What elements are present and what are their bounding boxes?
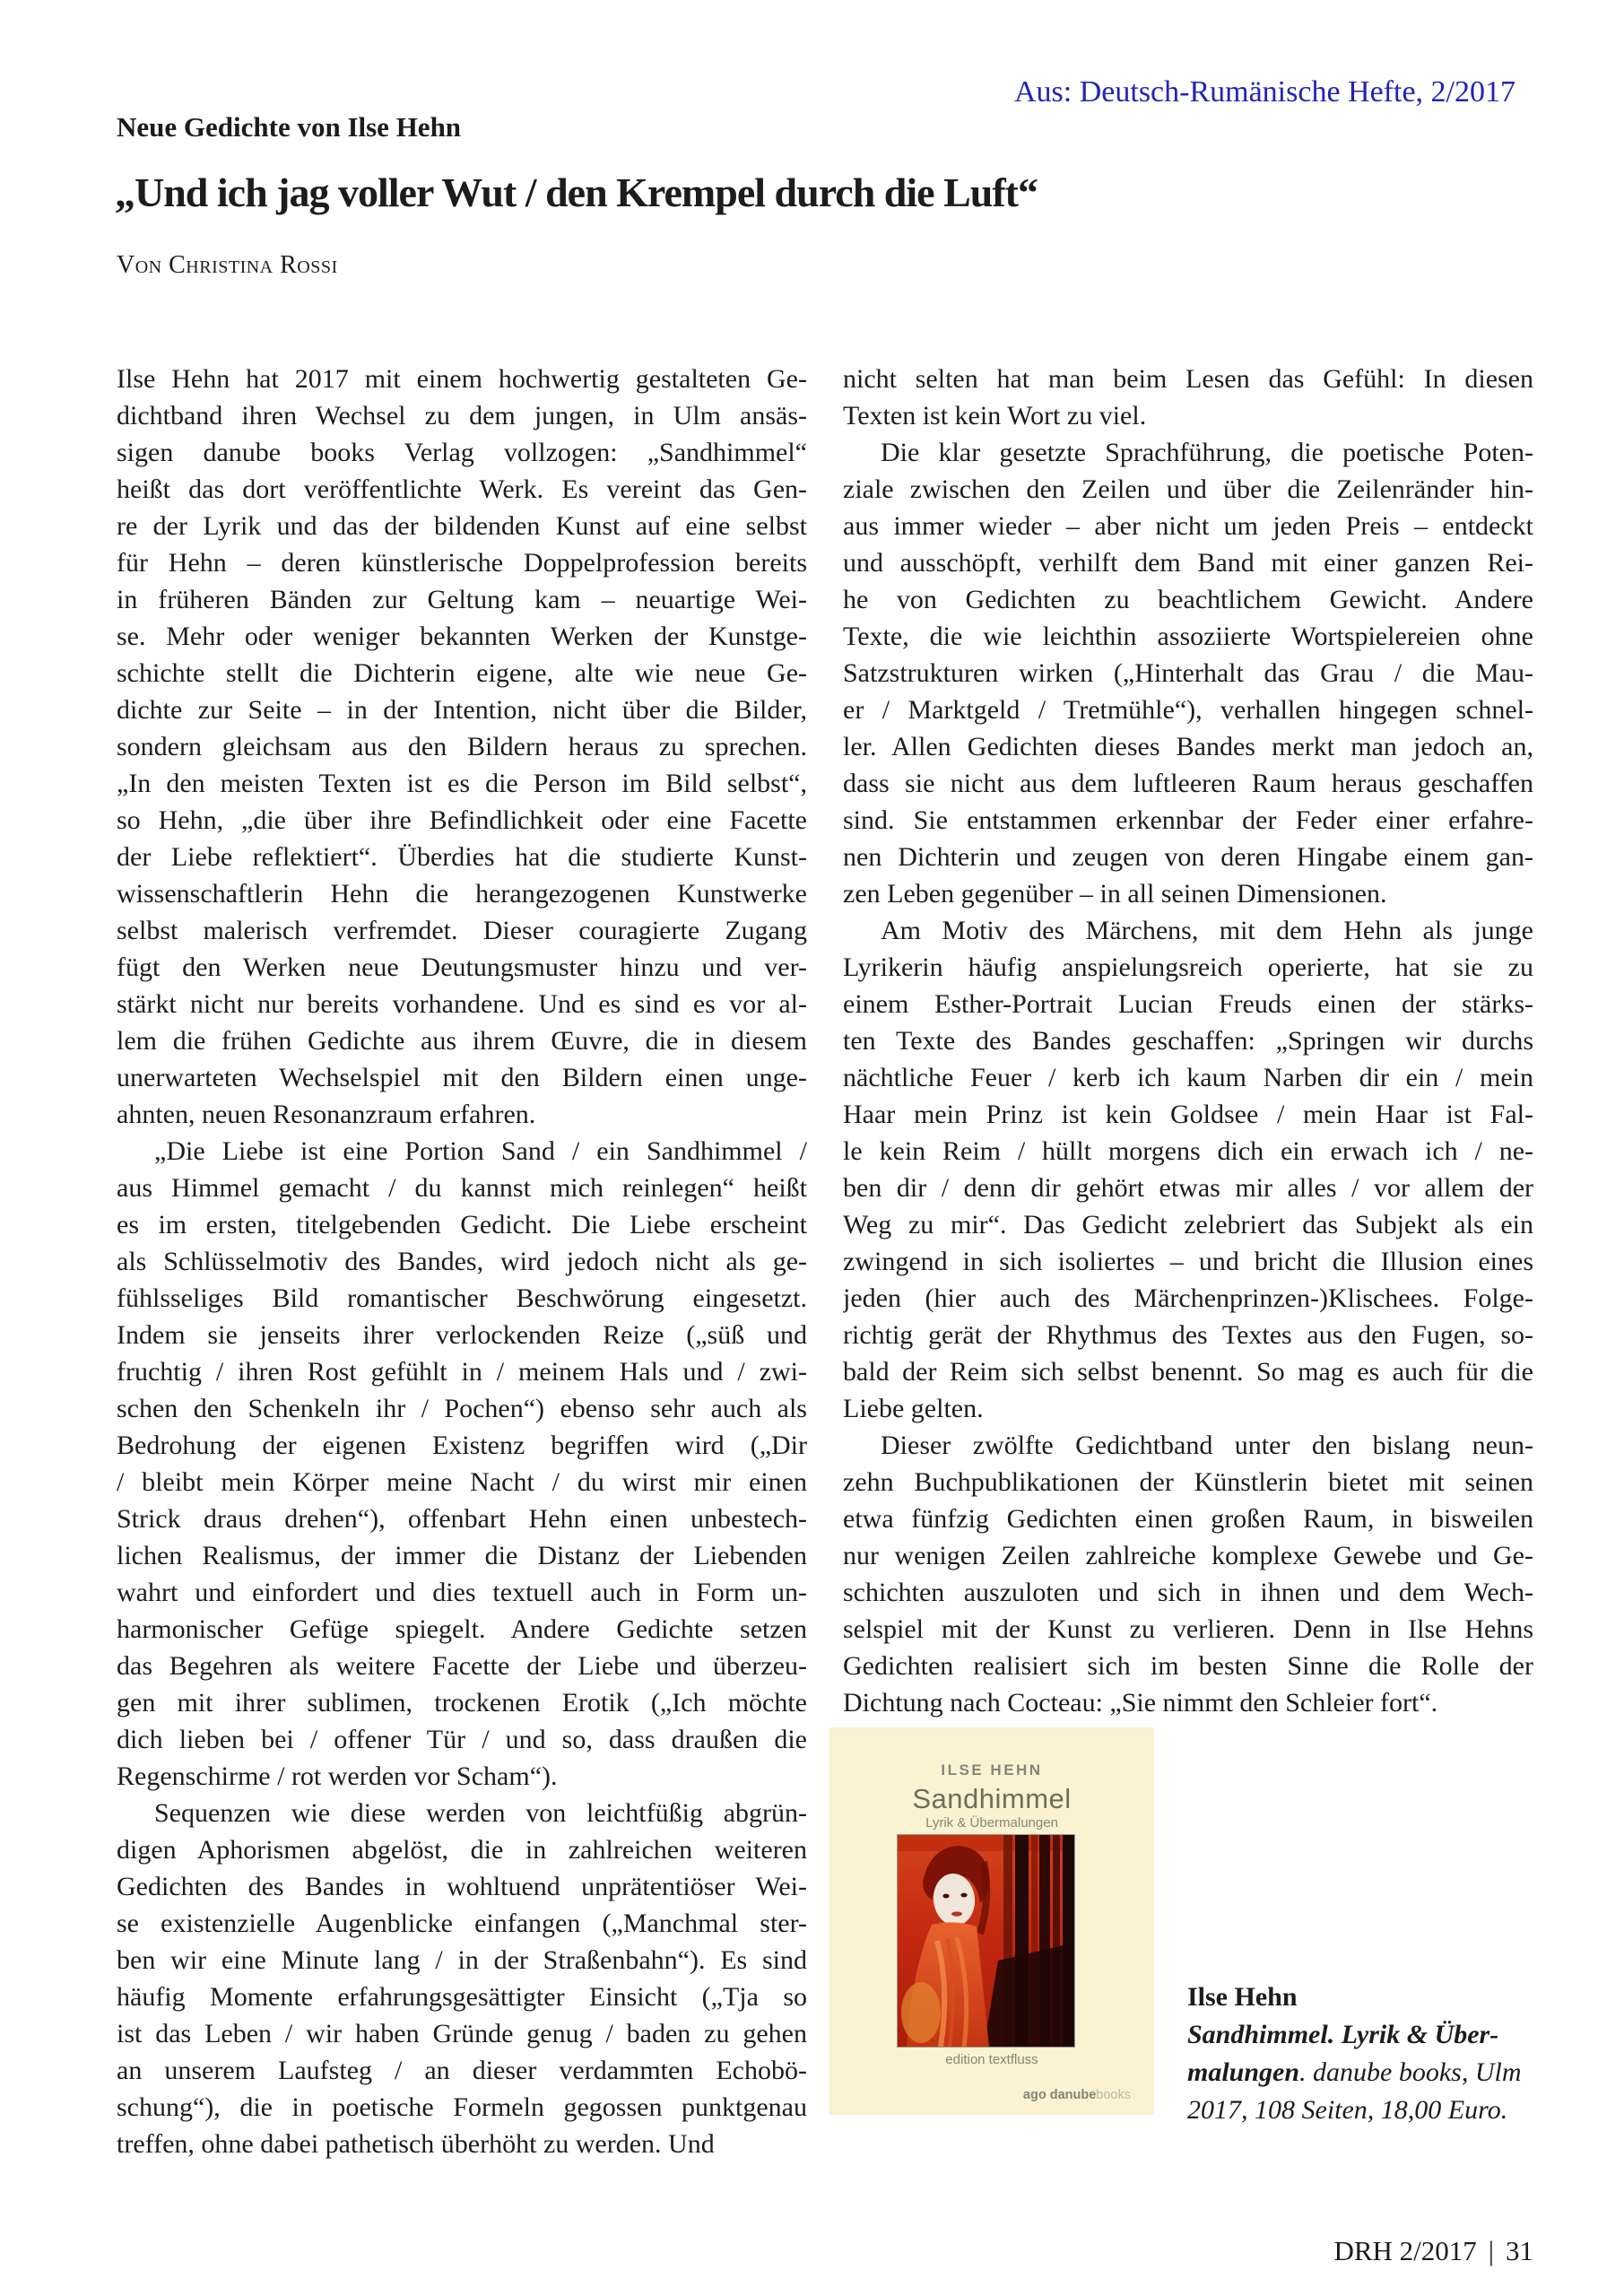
text-line: nicht selten hat man beim Lesen das Gefühl: In diesen [843,364,1533,394]
text-line: Lyrikerin häufig anspielungsreich operierte, hat sie zu [843,952,1533,982]
paragraph [843,434,1533,912]
text-line: Texte, die wie leichthin assoziierte Wortspielereien ohne [843,622,1533,651]
text-line: Indem sie jenseits ihrer verlockenden Reize („süß und [117,1320,807,1350]
text-line: der Liebe reflektiert“. Überdies hat die studierte Kunst- [117,842,807,872]
text-line: an unserem Laufsteg / an dieser verdammten Echobö- [117,2056,807,2085]
text-line: gen mit ihrer sublimen, trockenen Erotik („Ich möchte [117,1688,807,1718]
text-line: und ausschöpft, verhilft dem Band mit einer ganzen Rei- [843,548,1533,578]
text-line: so Hehn, „die über ihre Befindlichkeit oder eine Facette [117,805,807,835]
source-note: Aus: Deutsch-Rumänische Hefte, 2/2017 [1014,75,1515,109]
article-column-left [117,361,807,2162]
text-line: zehn Buchpublikationen der Künstlerin bietet mit seinen [843,1467,1533,1497]
paragraph [117,1133,807,1795]
footer-divider: | [1488,2235,1494,2266]
text-line: sind. Sie entstammen erkennbar der Feder einer erfahre- [843,805,1533,835]
text-line: sigen danube books Verlag vollzogen: „Sandhimmel“ [117,438,807,467]
publisher-logo-text: ago danube [1022,2088,1097,2102]
text-line: selspiel mit der Kunst zu verlieren. Denn in Ilse Hehns [843,1614,1533,1644]
text-line: lichen Realismus, der immer die Distanz der Liebenden [117,1541,807,1570]
caption-line [1187,2054,1582,2092]
text-line: etwa fünfzig Gedichten einen großen Raum, in bisweilen [843,1504,1533,1534]
text-line: er / Marktgeld / Tretmühle“), verhallen hingegen schnel- [843,695,1533,725]
text-line: ben wir eine Minute lang / in der Straßenbahn“). Es sind [117,1945,807,1975]
text-line: fügt den Werken neue Deutungsmuster hinzu und ver- [117,952,807,982]
text-line: dass sie nicht aus dem luftleeren Raum heraus geschaffen [843,769,1533,798]
text-line: für Hehn – deren künstlerische Doppelprofession bereits [117,548,807,578]
text-line: schung“), die in poetische Formeln gegossen punktgenau [117,2092,807,2122]
text-line: se existenzielle Augenblicke einfangen („Manchmal ster- [117,1909,807,1938]
text-line: „Die Liebe ist eine Portion Sand / ein Sandhimmel / [154,1136,807,1166]
text-line: in früheren Bänden zur Geltung kam – neuartige Wei- [117,585,807,614]
text-line: Dichtung nach Cocteau: „Sie nimmt den Schleier fort“. [843,1688,1438,1718]
text-line: zwingend in sich isoliertes – und bricht die Illusion eines [843,1247,1533,1276]
text-line: aus immer wieder – aber nicht um jeden Preis – entdeckt [843,511,1533,541]
text-line: jeden (hier auch des Märchenprinzen-)Klischees. Folge- [843,1283,1533,1313]
text-line: dichtband ihren Wechsel zu dem jungen, in Ulm ansäs- [117,401,807,430]
text-line: unerwarteten Wechselspiel mit den Bildern einen unge- [117,1063,807,1092]
caption-segment: . danube books, Ulm [1299,2057,1522,2087]
text-line: „In den meisten Texten ist es die Person im Bild selbst“, [117,769,807,798]
text-line: Weg zu mir“. Das Gedicht zelebriert das Subjekt als ein [843,1210,1533,1239]
journal-issue: DRH 2/2017 [1333,2235,1477,2266]
book-cover [829,1727,1154,2115]
article-column-right [843,361,1533,1721]
text-line: schichte stellt die Dichterin eigene, alte wie neue Ge- [117,658,807,688]
text-line: ist das Leben / wir haben Gründe genug / baden zu gehen [117,2019,807,2048]
text-line: Liebe gelten. [843,1394,984,1423]
text-line: Haar mein Prinz ist kein Goldsee / mein Haar ist Fal- [843,1100,1533,1129]
text-line: Bedrohung der eigenen Existenz begriffen wird („Dir [117,1431,807,1460]
text-line: wahrt und einfordert und dies textuell auch in Form un- [117,1578,807,1607]
text-line: wissenschaftlerin Hehn die herangezogenen Kunstwerke [117,879,807,909]
text-line: sondern gleichsam aus den Bildern heraus zu sprechen. [117,732,807,761]
text-line: zen Leben gegenüber – in all seinen Dimensionen. [843,879,1387,909]
caption-line [1187,2016,1582,2054]
text-line: he von Gedichten zu beachtlichem Gewicht. Andere [843,585,1533,614]
text-line: Am Motiv des Märchens, mit dem Hehn als junge [881,916,1533,945]
page-footer [1333,2235,1533,2267]
text-line: digen Aphorismen abgelöst, die in zahlreichen weiteren [117,1835,807,1865]
paragraph [117,361,807,1133]
byline: Von Christina Rossi [117,251,338,279]
text-line: schichten auszuloten und sich in ihnen und dem Wech- [843,1578,1533,1607]
text-line: Die klar gesetzte Sprachführung, die poetische Poten- [881,438,1533,467]
abstract-red-portrait-painting [898,1835,1074,2047]
text-line: einem Esther-Portrait Lucian Freuds einen der stärks- [843,989,1533,1019]
caption-line [1187,2092,1582,2129]
text-line: Strick draus drehen“), offenbart Hehn einen unbestech- [117,1504,807,1534]
text-line: Sequenzen wie diese werden von leichtfüßig abgrün- [154,1798,807,1828]
book-cover-imprint: edition textfluss [945,2052,1038,2067]
text-line: selbst malerisch verfremdet. Dieser couragierte Zugang [117,916,807,945]
text-line: se. Mehr oder weniger bekannten Werken der Kunstge- [117,622,807,651]
text-line: ahnten, neuen Resonanzraum erfahren. [117,1100,536,1129]
text-line: richtig gerät der Rhythmus des Textes aus den Fugen, so- [843,1320,1533,1350]
text-line: harmonischer Gefüge spiegelt. Andere Gedichte setzen [117,1614,807,1644]
text-line: ben dir / denn dir gehört etwas mir alles / vor allem der [843,1173,1533,1203]
text-line: / bleibt mein Körper meine Nacht / du wirst mir einen [117,1467,807,1497]
text-line: bald der Reim sich selbst benennt. So mag es auch für die [843,1357,1533,1387]
paragraph [843,361,1533,434]
book-cover-subtitle: Lyrik & Übermalungen [925,1815,1058,1831]
book-cover-artwork [897,1834,1075,2048]
paragraph [843,1427,1533,1721]
text-line: treffen, ohne dabei pathetisch überhöht zu werden. Und [117,2129,715,2159]
text-line: le kein Reim / hüllt morgens dich ein erwach ich / ne- [843,1136,1533,1166]
text-line: das Begehren als weitere Facette der Liebe und überzeu- [117,1651,807,1681]
page-number: 31 [1506,2235,1533,2266]
paragraph [117,1795,807,2162]
text-line: ziale zwischen den Zeilen und über die Zeilenränder hin- [843,474,1533,504]
publisher-logo [1023,2088,1131,2102]
text-line: Texten ist kein Wort zu viel. [843,401,1147,430]
caption-segment: Sandhimmel. Lyrik & Über- [1187,2020,1499,2049]
text-line: nur wenigen Zeilen zahlreiche komplexe Gewebe und Ge- [843,1541,1533,1570]
text-line: als Schlüsselmotiv des Bandes, wird jedoch nicht als ge- [117,1247,807,1276]
text-line: ler. Allen Gedichten dieses Bandes merkt man jedoch an, [843,732,1533,761]
text-line: ten Texte des Bandes geschaffen: „Springen wir durchs [843,1026,1533,1056]
paragraph [843,912,1533,1427]
text-line: häufig Momente erfahrungsgesättigter Einsicht („Tja so [117,1982,807,2012]
text-line: nächtliche Feuer / kerb ich kaum Narben dir ein / mein [843,1063,1533,1092]
text-line: dich lieben bei / offener Tür / und so, dass draußen die [117,1725,807,1754]
text-line: nen Dichterin und zeugen von deren Hingabe einem gan- [843,842,1533,872]
caption-line [1187,1979,1582,2016]
text-line: aus Himmel gemacht / du kannst mich reinlegen“ heißt [117,1173,807,1203]
text-line: Dieser zwölfte Gedichtband unter den bislang neun- [881,1431,1533,1460]
publisher-logo-text-light: books [1096,2088,1131,2102]
text-line: es im ersten, titelgebenden Gedicht. Die Liebe erscheint [117,1210,807,1239]
text-line: Regenschirme / rot werden vor Scham“). [117,1761,558,1791]
text-line: re der Lyrik und das der bildenden Kunst auf eine selbst [117,511,807,541]
text-line: heißt das dort veröffentlichte Werk. Es vereint das Gen- [117,474,807,504]
book-caption [1187,1979,1582,2129]
text-line: Ilse Hehn hat 2017 mit einem hochwertig gestalteten Ge- [117,364,807,394]
text-line: Gedichten des Bandes in wohltuend unprätentiöser Wei- [117,1872,807,1901]
book-cover-title: Sandhimmel [912,1783,1072,1814]
kicker: Neue Gedichte von Ilse Hehn [117,111,462,143]
caption-segment: malungen [1187,2057,1300,2087]
text-line: Satzstrukturen wirken („Hinterhalt das Grau / die Mau- [843,658,1533,688]
text-line: lem die frühen Gedichte aus ihrem Œuvre, die in diesem [117,1026,807,1056]
article-title: „Und ich jag voller Wut / den Krempel durch die Luft“ [115,170,1038,215]
text-line: Gedichten realisiert sich im besten Sinne die Rolle der [843,1651,1533,1681]
book-cover-author: ILSE HEHN [941,1761,1043,1779]
text-line: dichte zur Seite – in der Intention, nicht über die Bilder, [117,695,807,725]
caption-segment: Ilse Hehn [1187,1982,1298,2012]
text-line: stärkt nicht nur bereits vorhandene. Und es sind es vor al- [117,989,807,1019]
text-line: fühlsseliges Bild romantischer Beschwörung eingesetzt. [117,1283,807,1313]
caption-segment: 2017, 108 Seiten, 18,00 Euro. [1187,2095,1508,2125]
text-line: schen den Schenkeln ihr / Pochen“) ebenso sehr auch als [117,1394,807,1423]
text-line: fruchtig / ihren Rost gefühlt in / meinem Hals und / zwi- [117,1357,807,1387]
